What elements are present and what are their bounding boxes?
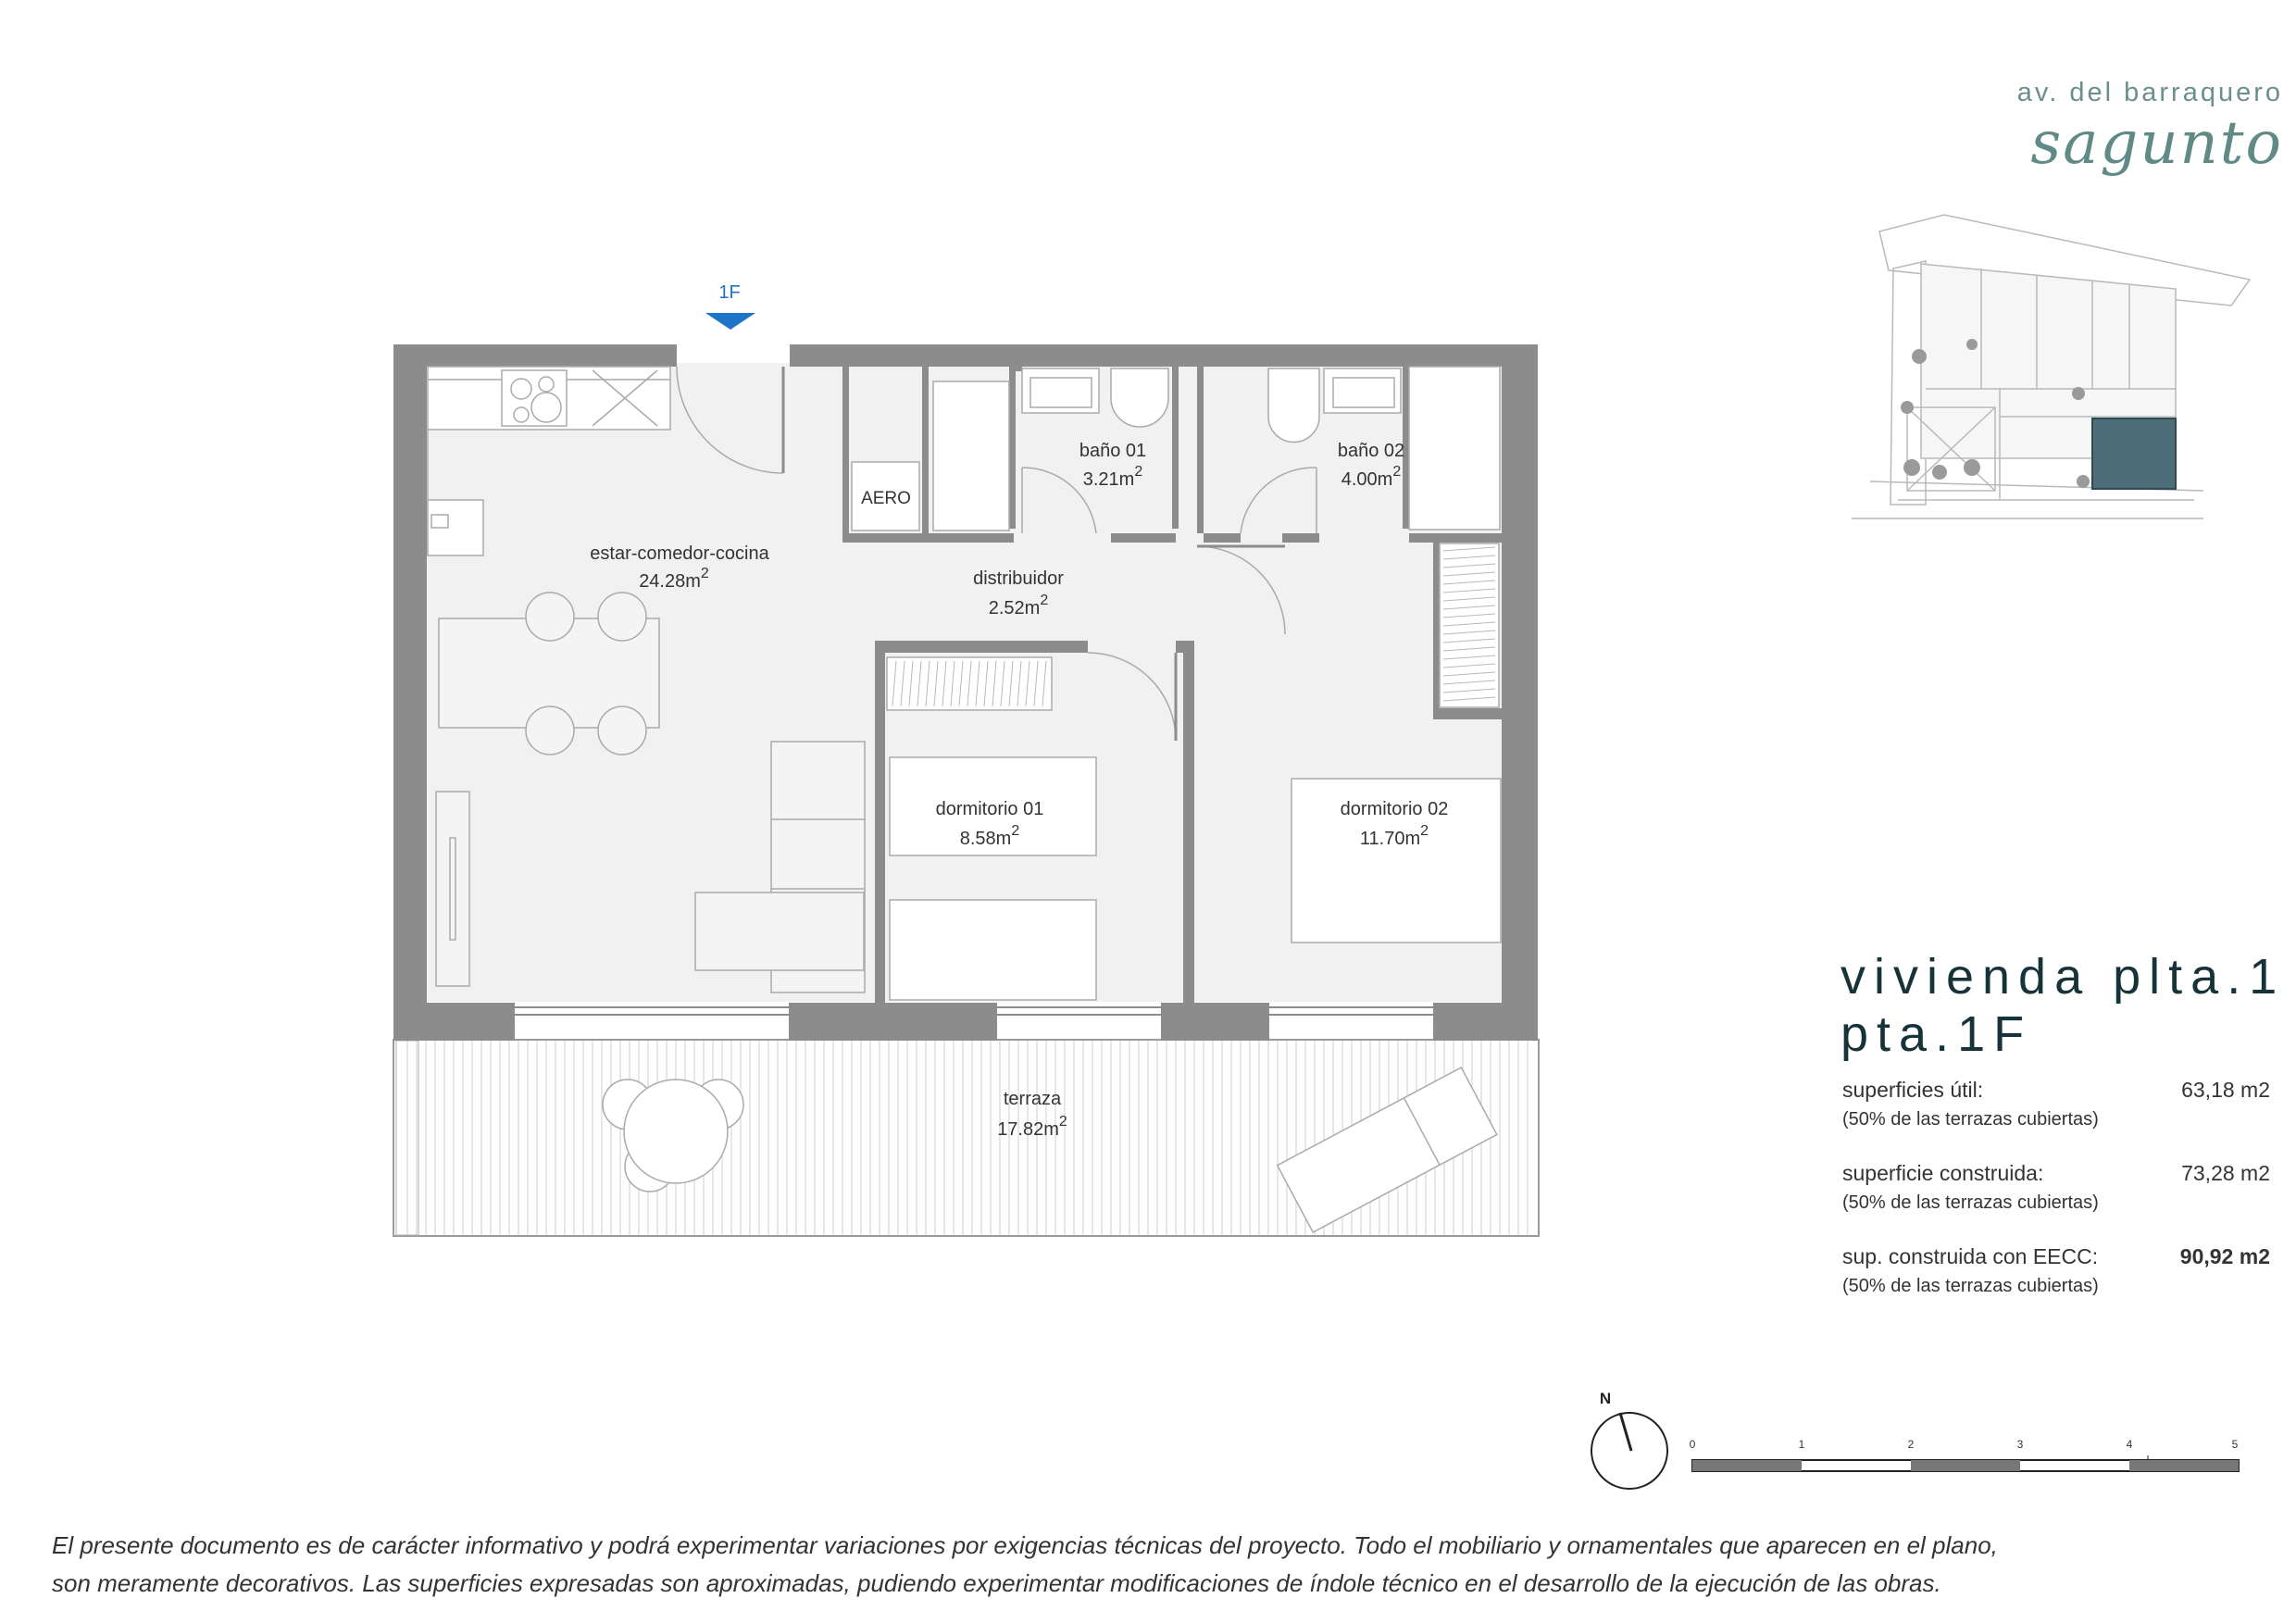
scale-tick: 3 — [2016, 1438, 2024, 1451]
room-area-bath1: $3.21m^2$ — [1082, 464, 1143, 490]
scale-ticks — [1690, 1438, 2239, 1451]
scale-tick: 1 — [1798, 1438, 1805, 1451]
brand-address: av. del barraquero — [2016, 78, 2283, 107]
disclaimer-line: son meramente decorativos. Las superficies expresadas son aproximadas, pudiendo experimentar modificaciones de índole técnico en el desarrollo de la ejecución de las obras. — [52, 1569, 1941, 1597]
scale-tick: 2 — [1907, 1438, 1915, 1451]
spec-value: 73,28 m2 — [2181, 1161, 2270, 1185]
spec-note: (50% de las terrazas cubiertas) — [1842, 1109, 2099, 1130]
spec-value: 63,18 m2 — [2181, 1078, 2270, 1102]
room-name-bath2: baño 02 — [1337, 441, 1405, 461]
room-name-bath1: baño 01 — [1079, 441, 1147, 461]
spec-label: sup. construida con EECC: — [1842, 1244, 2099, 1268]
room-area-bath2: $4.00m^2$ — [1341, 464, 1402, 490]
north-needle — [1620, 1413, 1631, 1451]
room-name-terrace: terraza — [1003, 1089, 1062, 1109]
north-label: N — [1599, 1390, 1612, 1407]
scale-tick: 0 — [1689, 1438, 1696, 1451]
unit-subtitle: pta.1F — [1841, 1006, 2033, 1062]
disclaimer-line: El presente documento es de carácter informativo y podrá experimentar variaciones por exigencias técnicas del proyecto. Todo el mobiliario y ornamentales que aparecen en el plano, — [52, 1531, 1998, 1559]
entrance-label: 1F — [718, 282, 741, 303]
room-area-bed2: $11.70m^2$ — [1359, 823, 1429, 849]
spec-note: (50% de las terrazas cubiertas) — [1842, 1192, 2099, 1213]
north-arrow-icon — [1591, 1413, 1667, 1489]
scale-tick: 4 — [2126, 1438, 2133, 1451]
room-name-bed1: dormitorio 01 — [935, 799, 1044, 819]
spec-label: superficie construida: — [1842, 1161, 2044, 1185]
scale-bar — [1692, 1455, 2239, 1471]
room-name-bed2: dormitorio 02 — [1340, 799, 1449, 819]
room-area-living: $24.28m^2$ — [639, 566, 709, 592]
room-area-bed1: $8.58m^2$ — [959, 823, 1020, 849]
entrance-arrow-icon — [705, 313, 755, 330]
brand-logo-script: sagunto — [2030, 109, 2283, 178]
room-name-hall: distribuidor — [973, 568, 1064, 589]
room-area-terrace: $17.82m^2$ — [997, 1114, 1067, 1140]
spec-value-total: 90,92 m2 — [2179, 1244, 2270, 1268]
unit-title: vivienda plta.1 — [1841, 949, 2286, 1005]
spec-note: (50% de las terrazas cubiertas) — [1842, 1276, 2099, 1296]
scale-tick: 5 — [2231, 1438, 2239, 1451]
room-name-living: estar-comedor-cocina — [590, 543, 769, 564]
spec-label: superficies útil: — [1842, 1078, 1984, 1102]
aero-label: AERO — [861, 489, 911, 508]
room-area-hall: $2.52m^2$ — [988, 593, 1049, 618]
